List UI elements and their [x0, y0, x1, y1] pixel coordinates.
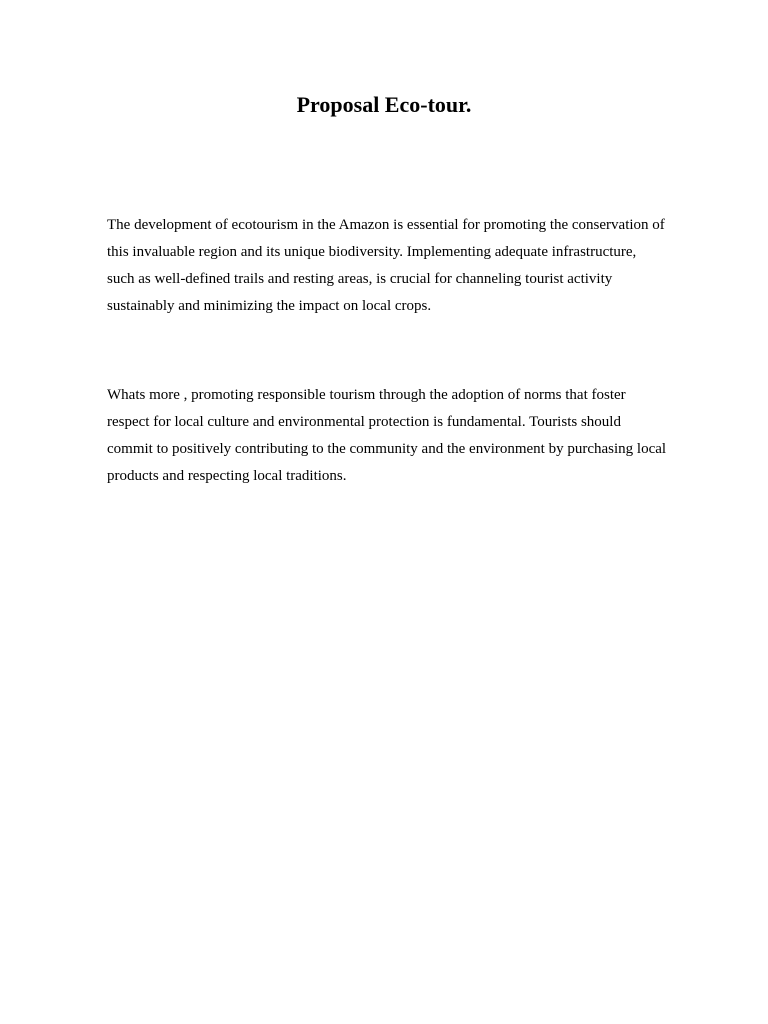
paragraph-responsible-tourism: Whats more , promoting responsible tourism through the adoption of norms that foster respect for local culture and environmental protection is fundamental. Tourists should commit to positively contributing to the community and the environment by purchasing local products and respecting local traditions.: [107, 387, 667, 484]
document-title: Proposal Eco-tour.: [296, 92, 472, 117]
paragraph-ecotourism-development: The development of ecotourism in the Amazon is essential for promoting the conservation of this invaluable region and its unique biodiversity. Implementing adequate infrastructure, such as well-defined trails and resting areas, is crucial for channeling tourist activity sustainably and minimizing the impact on local crops.: [107, 217, 665, 314]
